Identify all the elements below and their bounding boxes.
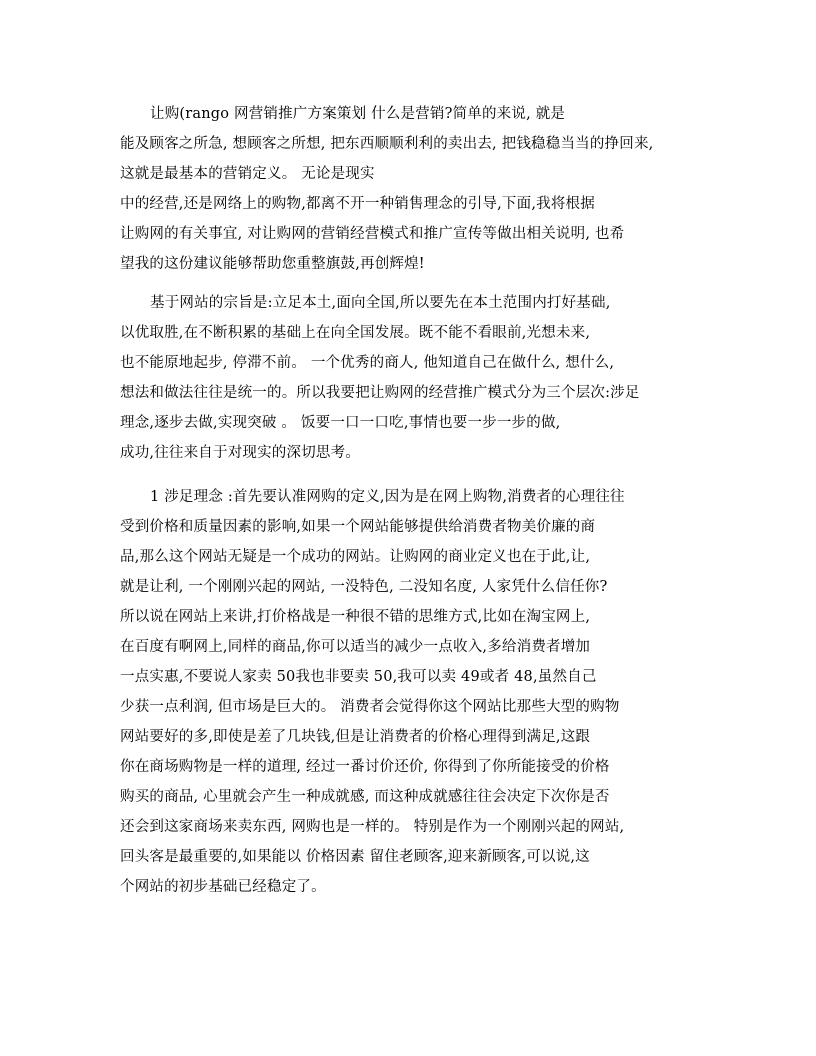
paragraph-3-line-3: 品,那么这个网站无疑是一个成功的网站。让购网的商业定义也在于此,让, [120, 549, 591, 565]
paragraph-2-line-5: 理念,逐步去做,实现突破 。 饭要一口一口吃,事情也要一步一步的做, [120, 415, 561, 431]
paragraph-3-line-5: 所以说在网站上来讲,打价格战是一种很不错的思维方式,比如在淘宝网上, [120, 609, 591, 625]
paragraph-2-line-1: 基于网站的宗旨是:立足本土,面向全国,所以要先在本土范围内打好基础, [150, 295, 611, 311]
paragraph-2-line-4: 想法和做法往往是统一的。所以我要把让购网的经营推广模式分为三个层次:涉足 [120, 385, 640, 401]
paragraph-3-line-1: 1 涉足理念 :首先要认准网购的定义,因为是在网上购物,消费者的心理往往 [150, 489, 625, 505]
paragraph-3-line-4: 就是让利, 一个刚刚兴起的网站, 一没特色, 二没知名度, 人家凭什么信任你? [120, 579, 608, 595]
paragraph-2-line-6: 成功,往往来自于对现实的深切思考。 [120, 445, 361, 461]
paragraph-3-line-13: 回头客是最重要的,如果能以 价格因素 留住老顾客,迎来新顾客,可以说,这 [120, 849, 590, 865]
paragraph-3-line-6: 在百度有啊网上,同样的商品,你可以适当的减少一点收入,多给消费者增加 [120, 639, 591, 655]
paragraph-1-line-1: 让购(rango 网营销推广方案策划 什么是营销?简单的来说, 就是 [150, 106, 566, 122]
paragraph-1-line-3: 这就是最基本的营销定义。 无论是现实 [120, 166, 375, 182]
paragraph-3-line-9: 网站要好的多,即使是差了几块钱,但是让消费者的价格心理得到满足,这跟 [120, 729, 591, 745]
paragraph-3-line-2: 受到价格和质量因素的影响,如果一个网站能够提供给消费者物美价廉的商 [120, 519, 596, 535]
paragraph-3-line-11: 购买的商品, 心里就会产生一种成就感, 而这种成就感往往会决定下次你是否 [120, 789, 610, 805]
paragraph-2-line-3: 也不能原地起步, 停滞不前。 一个优秀的商人, 他知道自己在做什么, 想什么, [120, 355, 615, 371]
paragraph-3-line-10: 你在商场购物是一样的道理, 经过一番讨价还价, 你得到了你所能接受的价格 [120, 759, 610, 775]
paragraph-1-line-5: 让购网的有关事宜, 对让购网的营销经营模式和推广宣传等做出相关说明, 也希 [120, 226, 625, 242]
paragraph-2-line-2: 以优取胜,在不断积累的基础上在向全国发展。既不能不看眼前,光想未来, [120, 325, 591, 341]
paragraph-3-line-12: 还会到这家商场来卖东西, 网购也是一样的。 特别是作为一个刚刚兴起的网站, [120, 819, 625, 835]
paragraph-3-line-7: 一点实惠,不要说人家卖 50我也非要卖 50,我可以卖 49或者 48,虽然自己 [120, 669, 597, 685]
paragraph-3-line-14: 个网站的初步基础已经稳定了。 [120, 879, 326, 895]
paragraph-1-line-6: 望我的这份建议能够帮助您重整旗鼓,再创辉煌! [120, 256, 425, 272]
paragraph-1-line-4: 中的经营,还是网络上的购物,都离不开一种销售理念的引导,下面,我将根据 [120, 196, 595, 212]
paragraph-1-line-2: 能及顾客之所急, 想顾客之所想, 把东西顺顺利利的卖出去, 把钱稳稳当当的挣回来, [120, 136, 654, 152]
paragraph-3-line-8: 少获一点利润, 但市场是巨大的。 消费者会觉得你这个网站比那些大型的购物 [120, 699, 620, 715]
